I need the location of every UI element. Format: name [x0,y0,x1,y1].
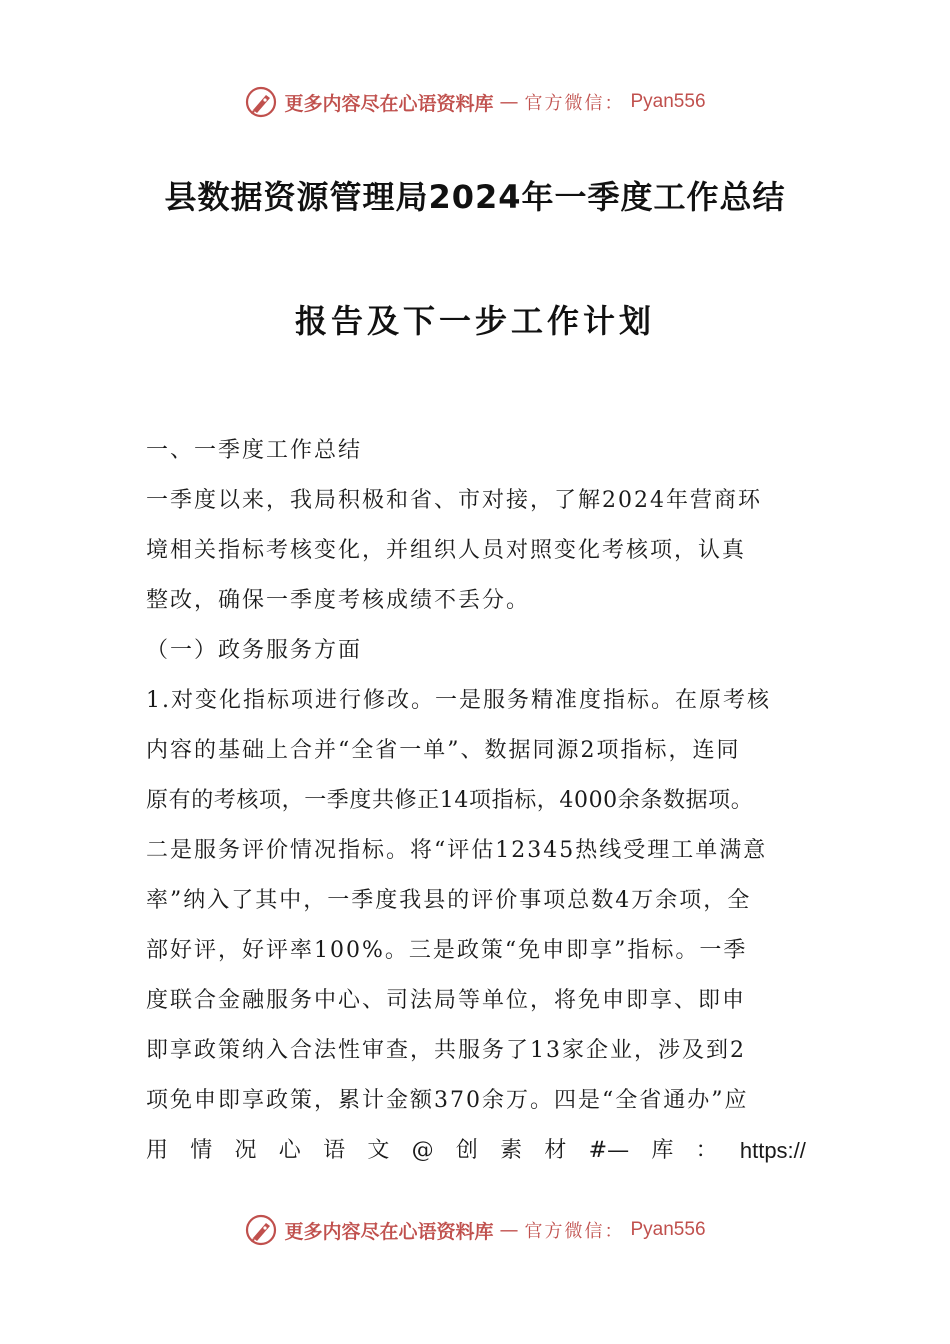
watermark-handle: Pyan556 [630,1219,706,1240]
text-token: @ [411,1138,434,1163]
paragraph-line: 境相关指标考核变化，并组织人员对照变化考核项，认真 [146,538,747,563]
text-token: 素 [500,1138,523,1163]
paragraph-line: 即享政策纳入合法性审查，共服务了13家企业，涉及到2 [146,1038,746,1063]
pen-nib-icon [244,85,278,119]
paragraph-last-line [146,1126,806,1176]
text-token: 语 [323,1138,346,1163]
paragraph-line: 一季度以来，我局积极和省、市对接，了解2024年营商环 [146,488,762,513]
pen-nib-icon [244,1213,278,1247]
section-heading: 一、一季度工作总结 [146,438,363,463]
watermark-top [0,82,950,122]
document-body [146,426,806,1176]
paragraph-line: 1.对变化指标项进行修改。一是服务精准度指标。在原考核 [146,688,771,713]
text-token: 库 [651,1138,674,1163]
text-token: ： [695,1138,718,1163]
text-token: 用 [146,1138,169,1163]
watermark-sub-text: 官方微信： [524,1221,625,1242]
text-token: 创 [455,1138,478,1163]
paragraph-line: 度联合金融服务中心、司法局等单位，将免申即享、即申 [146,988,747,1013]
watermark-sub-text: 官方微信： [524,93,625,114]
watermark-main-text: 更多内容尽在心语资料库 [284,92,494,115]
watermark-dash: — [499,1219,519,1241]
watermark-dash: — [499,91,519,113]
subsection-heading: （一）政务服务方面 [146,638,363,663]
watermark-main-text: 更多内容尽在心语资料库 [284,1220,494,1243]
paragraph-line: 二是服务评价情况指标。将“评估12345热线受理工单满意 [146,838,768,863]
paragraph-line: 部好评，好评率100%。三是政策“免申即享”指标。一季 [146,938,748,963]
paragraph-line: 项免申即享政策，累计金额370余万。四是“全省通办”应 [146,1088,749,1113]
watermark-handle: Pyan556 [630,91,706,112]
document-title-line-2: 报告及下一步工作计划 [294,302,655,340]
paragraph-line: 整改，确保一季度考核成绩不丢分。 [146,588,531,613]
paragraph-line: 原有的考核项，一季度共修正14项指标，4000余条数据项。 [146,788,754,813]
watermark-bottom [0,1210,950,1250]
text-token: 文 [367,1138,390,1163]
document-title-line-1: 县数据资源管理局2024年一季度工作总结 [164,178,786,216]
text-token: 情 [190,1138,213,1163]
text-token: #— [588,1138,630,1163]
text-token: 材 [544,1138,567,1163]
text-token: 心 [278,1138,301,1163]
url-fragment: https:// [739,1138,806,1163]
text-token: 况 [234,1138,257,1163]
paragraph-line: 率”纳入了其中，一季度我县的评价事项总数4万余项，全 [146,888,752,913]
paragraph-line: 内容的基础上合并“全省一单”、数据同源2项指标，连同 [146,738,741,763]
